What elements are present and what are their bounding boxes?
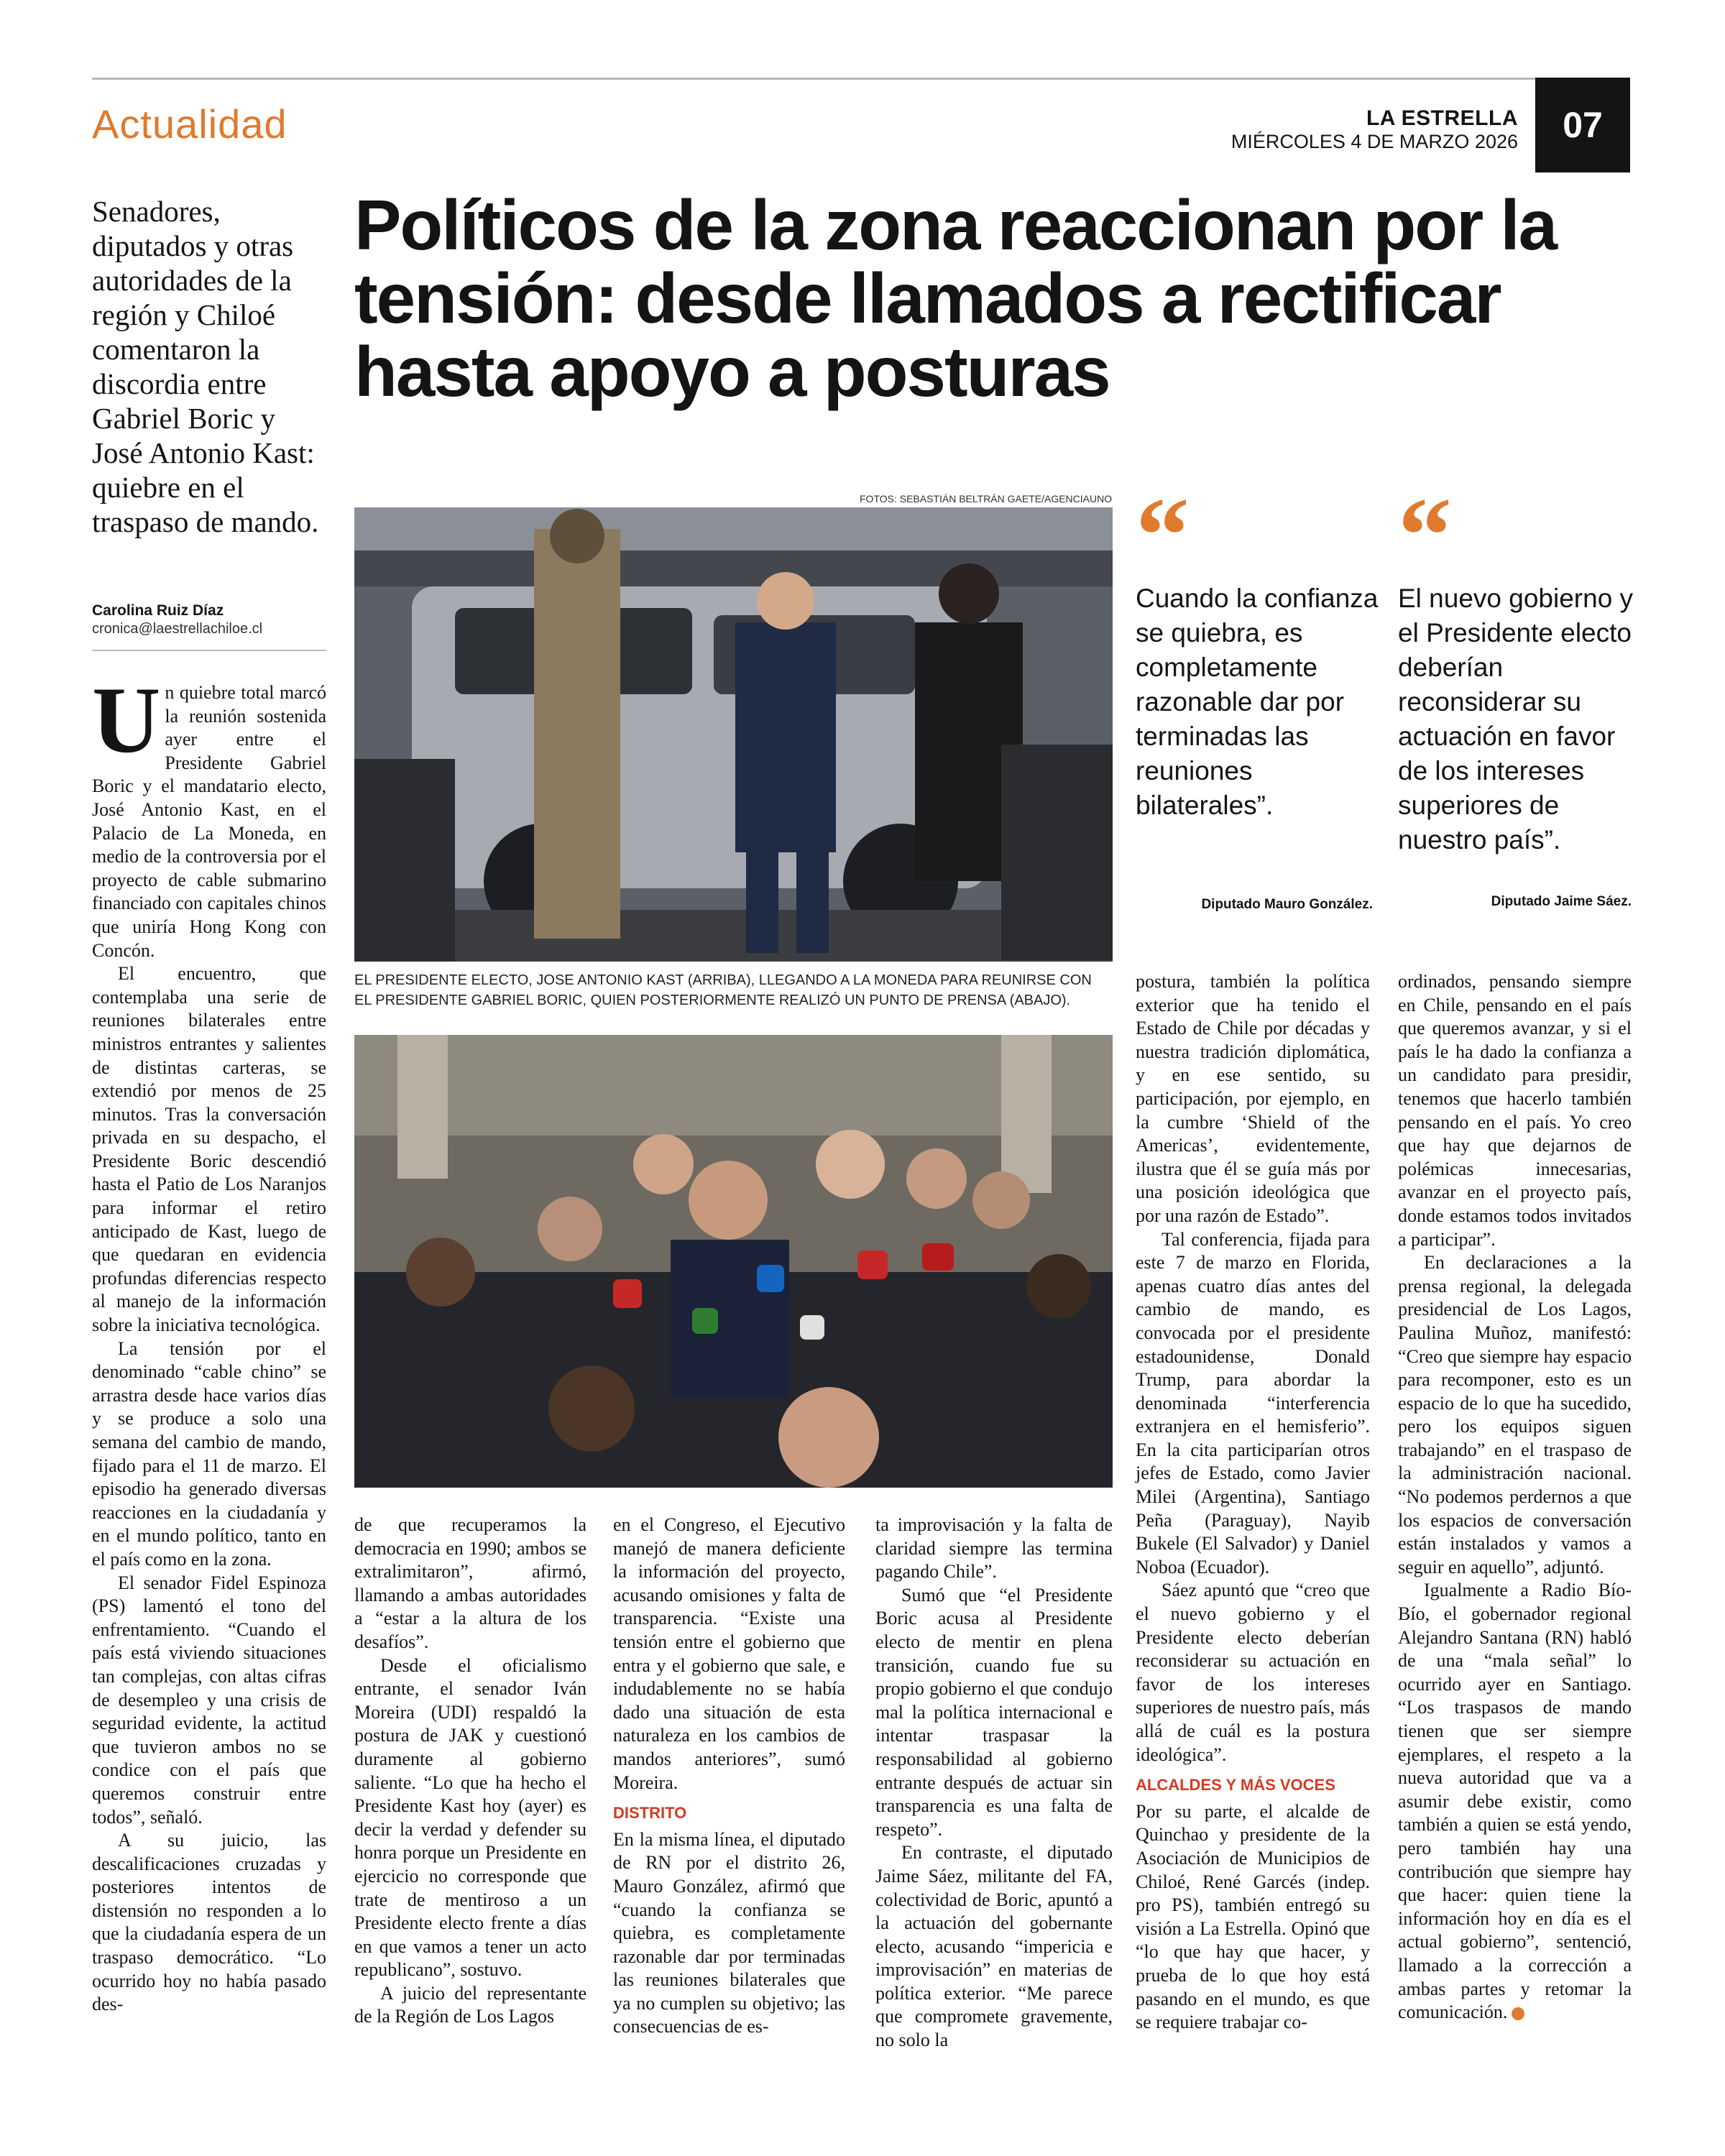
- pull-quote-attribution: Diputado Jaime Sáez.: [1491, 894, 1632, 909]
- section-title: Actualidad: [92, 101, 288, 147]
- paragraph: Por su parte, el alcalde de Quinchao y presidente de la Asociación de Municipios de Chiloé, René Garcés (indep. pro PS), también entregó su visión a La Estrella. Opinó que “lo que hay que hacer, y prueba de lo que hoy está pasando en el mundo, es que se requiere trabajar co-: [1136, 1800, 1370, 2033]
- paragraph: La tensión por el denominado “cable chino” se arrastra desde hace varios días y se produce a solo una semana del cambio de mando, fijado para el 11 de marzo. El episodio ha generado diversas reacciones en la ciudadanía y en el mundo político, tanto en el país como en la zona.: [92, 1337, 326, 1570]
- paragraph: Sáez apuntó que “creo que el nuevo gobierno y el Presidente electo deberían reconsiderar su actuación en favor de los intereses superiores de nuestro país, más allá de cuál es la postura ideológica”.: [1136, 1580, 1370, 1765]
- paragraph: Igualmente a Radio Bío-Bío, el gobernador regional Alejandro Santana (RN) habló de una “mala señal” lo ocurrido ayer en Santiago. “Los traspasos de mando tienen que ser siempre ejemplares, el respeto a la nueva autoridad que va a asumir debe existir, como también a quien se está yendo, pero también hay una contribución que siempre hay que hacer: quien tiene la información hoy en día es el actual gobierno”, sentenció, llamado a la corrección a ambas partes y retomar la comunicación.: [1398, 1580, 1632, 2023]
- byline-rule: [92, 650, 326, 651]
- photo-boric-press: [354, 1035, 1113, 1488]
- author-name: Carolina Ruiz Díaz: [92, 602, 224, 619]
- pull-quote-text: El nuevo gobierno y el Presidente electo deberían reconsiderar su actuación en favor de los intereses superiores de nuestro país”.: [1398, 584, 1634, 854]
- quote-mark-icon: “: [1136, 476, 1190, 595]
- paragraph: El encuentro, que contemplaba una serie de reuniones bilaterales entre ministros entrantes y salientes de distintas carteras, se extendió por menos de 25 minutos. Tras la conversación privada en su despacho, el Presidente Boric descendió hasta el Patio de Los Naranjos para informar el retiro anticipado de Kast, luego de que quedaran en evidencia profundas diferencias respecto al manejo de la información sobre la iniciativa tecnológica.: [92, 963, 326, 1336]
- paragraph: Sumó que “el Presidente Boric acusa al Presidente electo de mentir en plena transición, cuando fue su propio gobierno el que condujo mal la política internacional e intentar traspasar la responsabilidad al gobierno entrante después de actuar sin transparencia es una falta de respeto”.: [875, 1584, 1113, 1840]
- article-column-1: [92, 667, 326, 2017]
- lead-paragraph: Un quiebre total marcó la reunión sostenida ayer entre el Presidente Gabriel Boric y el mandatario electo, José Antonio Kast, en el Palacio de La Moneda, en medio de la controversia por el proyecto de cable submarino financiado con capitales chinos que uniría Hong Kong con Concón.: [92, 667, 326, 961]
- paragraph: en el Congreso, el Ejecutivo manejó de manera deficiente la información del proyecto, acusando omisiones y falta de transparencia. “Existe una tensión entre el gobierno que entra y el gobierno que sale, e indudablemente no se había dado una situación de esta naturaleza en los cambios de mandos anteriores”, sumó Moreira.: [613, 1514, 845, 1793]
- paragraph: A su juicio, las descalificaciones cruzadas y posteriores intentos de distensión no responden a lo que la ciudadanía espera de un traspaso democrático. “Lo ocurrido hoy no había pasado des-: [92, 1830, 326, 2015]
- paragraph: de que recuperamos la democracia en 1990; ambos se extralimitaron”, afirmó, llamando a ambas autoridades a “estar a la altura de los desafíos”.: [354, 1514, 586, 1652]
- article-column-5: [1136, 970, 1370, 2035]
- author-email[interactable]: cronica@laestrellachiloe.cl: [92, 621, 263, 637]
- paragraph: ta improvisación y la falta de claridad siempre las termina pagando Chile”.: [875, 1514, 1113, 1583]
- pull-quote-gonzalez: [1136, 476, 1384, 823]
- paragraph: En contraste, el diputado Jaime Sáez, militante del FA, colectividad de Boric, apuntó a la actuación del gobernante electo, acusando “impericia e improvisación” en materias de política exterior. “Me parece que compromete gravemente, no solo la: [875, 1842, 1113, 2051]
- paragraph: Desde el oficialismo entrante, el senador Iván Moreira (UDI) respaldó la postura de JAK y cuestionó duramente al gobierno saliente. “Lo que ha hecho el Presidente Kast hoy (ayer) es decir la verdad y defender su honra porque un Presidente en ejercicio no corresponde que trate de mentiroso a un Presidente electo frente a días en que vamos a tener un acto republicano”, sostuvo.: [354, 1654, 586, 1981]
- paragraph: A juicio del representante de la Región de Los Lagos: [354, 1982, 586, 2027]
- photo-credit: FOTOS: SEBASTIÁN BELTRÁN GAETE/AGENCIAUNO: [860, 493, 1113, 505]
- pull-quote-attribution: Diputado Mauro González.: [1201, 897, 1373, 912]
- paragraph: En la misma línea, el diputado de RN por el distrito 26, Mauro González, afirmó que “cuando la confianza se quiebra, es completamente razonable dar por terminadas las reuniones bilaterales que ya no cumplen su objetivo; las consecuencias de es-: [613, 1828, 845, 2037]
- article-deck: Senadores, diputados y otras autoridades de la región y Chiloé comentaron la discordia entre Gabriel Boric y José Antonio Kast: quiebre en el traspaso de mando.: [92, 195, 319, 538]
- quote-mark-icon: “: [1398, 476, 1452, 595]
- paragraph: El senador Fidel Espinoza (PS) lamentó el tono del enfrentamiento. “Cuando el país está viviendo situaciones tan complejas, con altas cifras de desempleo y una crisis de seguridad evidente, la actitud que tuvieron ambos no se condice con el país que queremos construir entre todos”, señaló.: [92, 1572, 326, 1828]
- photo-kast-arrival: [354, 507, 1113, 962]
- page-number: 07: [1535, 78, 1630, 172]
- paragraph: postura, también la política exterior que ha tenido el Estado de Chile por décadas y nuestra tradición diplomática, y en ese sentido, su participación, por ejemplo, en la cumbre ‘Shield of the Americas’, evidentemente, ilustra que él se guía más por una posición ideológica que por una razón de Estado”.: [1136, 971, 1370, 1226]
- article-column-4: [875, 1514, 1113, 2053]
- paragraph: ordinados, pensando siempre en Chile, pensando en el país que queremos avanzar, y si el país le ha dado la confianza a un candidato para presidir, tenemos que hacerlo también pensando en el país. Yo creo que hay que dejarnos de polémicas innecesarias, avanzar en el proyecto país, donde estamos todos invitados a participar”.: [1398, 971, 1632, 1250]
- masthead: [1230, 78, 1630, 172]
- newspaper-name: LA ESTRELLA: [1366, 106, 1518, 130]
- drop-cap: U: [92, 667, 161, 773]
- subhead-distrito: DISTRITO: [613, 1804, 687, 1823]
- headline: Políticos de la zona reaccionan por la tensión: desde llamados a rectificar hasta apoyo a posturas: [354, 185, 1557, 411]
- issue-date: MIÉRCOLES 4 DE MARZO 2026: [1230, 131, 1518, 152]
- paragraph: Tal conferencia, fijada para este 7 de marzo en Florida, apenas cuatro días antes del cambio de mando, es convocada por el presidente estadounidense, Donald Trump, para abordar la denominada “interferencia extranjera en el hemisferio”. En la cita participarían otros jefes de Estado, como Javier Milei (Argentina), Santiago Peña (Paraguay), Nayib Bukele (El Salvador) y Daniel Noboa (Ecuador).: [1136, 1228, 1370, 1577]
- pull-quote-text: Cuando la confianza se quiebra, es completamente razonable dar por terminadas las reuniones bilaterales”.: [1136, 584, 1379, 820]
- paragraph: En declaraciones a la prensa regional, la delegada presidencial de Los Lagos, Paulina Muñoz, manifestó: “Creo que siempre hay espacio para recomponer, esto es un espacio de lo que ha sucedido, pero los equipos siguen trabajando” en el traspaso de la administración nacional. “No podemos perdernos a que los espacios de conversación están instalados y vamos a seguir en aquello”, adjuntó.: [1398, 1252, 1632, 1577]
- end-of-article-icon: [1512, 2007, 1524, 2020]
- photo-caption: EL PRESIDENTE ELECTO, JOSE ANTONIO KAST (ARRIBA), LLEGANDO A LA MONEDA PARA REUNIRSE CON EL PRESIDENTE GABRIEL BORIC, QUIEN POSTERIORMENTE REALIZÓ UN PUNTO DE PRENSA (ABAJO).: [354, 972, 1092, 1008]
- pull-quote-saez: [1398, 476, 1642, 857]
- article-column-2: [354, 1514, 586, 2029]
- article-column-6: [1398, 970, 1632, 2024]
- article-column-3: [613, 1514, 845, 2039]
- subhead-alcaldes: ALCALDES Y MÁS VOCES: [1136, 1776, 1335, 1795]
